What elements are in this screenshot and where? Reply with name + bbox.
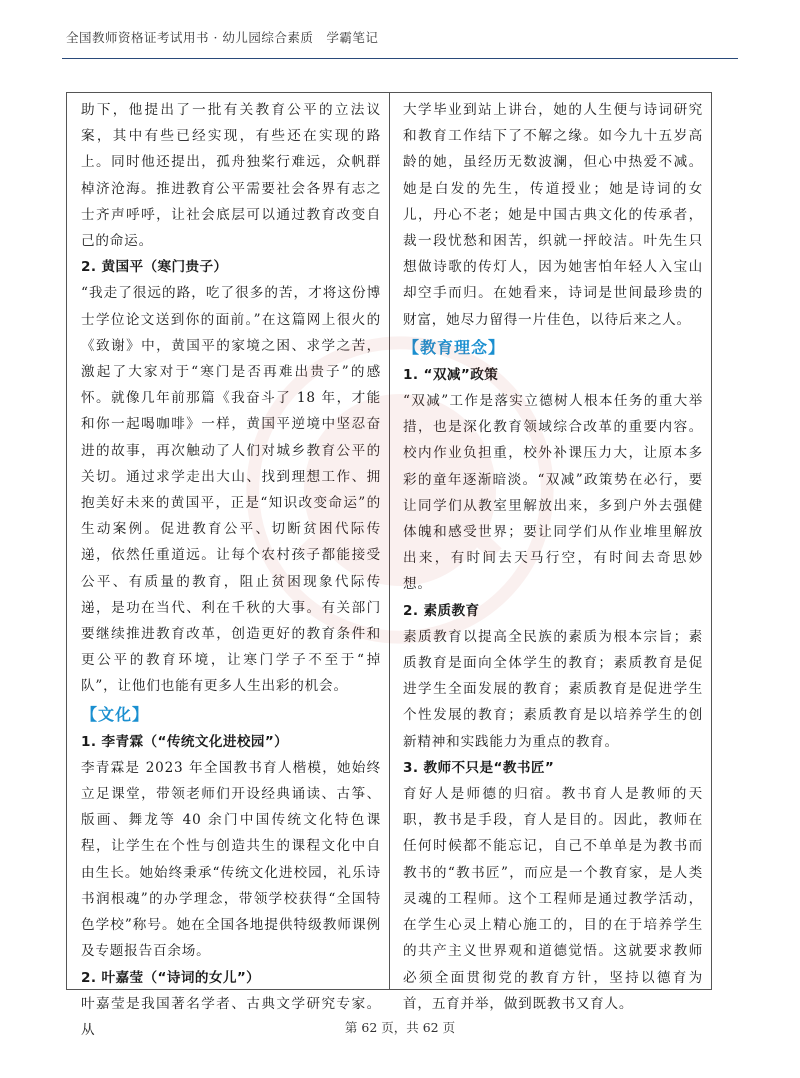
item-title-li-qinglin: 1. 李青霖（“传统文化进校园”） bbox=[81, 733, 289, 750]
item-title-quality-education: 2. 素质教育 bbox=[403, 602, 480, 619]
left-paragraph-4: 叶嘉莹是我国著名学者、古典文学研究专家。从 bbox=[81, 995, 381, 1038]
left-paragraph-3: 李青霖是 2023 年全国教书育人楷模，她始终立足课堂，带领老师们开设经典诵读、古筝、版画、舞龙等 40 余门中国传统文化特色课程，让学生在个性与创造共生的课程文化中自由生长。她始终秉承“传统文化进校园，礼乐诗书润根魂”的办学理念，带领学校获得“全国特色学校”称号。她在全国各地提供特级教师课例及专题报告百余场。 bbox=[81, 759, 381, 960]
item-title-huang-guoping: 2. 黄国平（寒门贵子） bbox=[81, 259, 228, 276]
running-header: 全国教师资格证考试用书 · 幼儿园综合素质 学霸笔记 bbox=[66, 30, 379, 45]
item-title-double-reduction: 1. “双减”政策 bbox=[403, 366, 499, 383]
item-title-ye-jiaying: 2. 叶嘉莹（“诗词的女儿”） bbox=[81, 969, 261, 986]
left-column bbox=[81, 97, 381, 1038]
right-paragraph-1: 大学毕业到站上讲台，她的人生便与诗词研究和教育工作结下了不解之缘。如今九十五岁高龄的她，虽经历无数波澜，但心中热爱不减。她是白发的先生，传道授业；她是诗词的女儿，丹心不老；她是中国古典文化的传承者，裁一段忧愁和困苦，织就一抨皎洁。叶先生只想做诗歌的传灯人，因为她害怕年轻人入宝山却空手而归。在她看来，诗词是世间最珍贵的财富，她尽力留得一片佳色，以待后来之人。 bbox=[403, 102, 703, 328]
left-paragraph-1: 助下，他提出了一批有关教育公平的立法议案，其中有些已经实现，有些还在实现的路上。同时他还提出，孤舟独桨行难远，众帆群棹济沧海。推进教育公平需要社会各界有志之士齐声呼呼，让社会底层可以通过教育改变自己的命运。 bbox=[81, 102, 381, 250]
column-divider bbox=[389, 93, 390, 989]
left-paragraph-2: “我走了很远的路，吃了很多的苦，才将这份博士学位论文送到你的面前。”在这篇网上很火的《致谢》中，黄国平的家境之困、求学之苦，激起了大家对于“寒门是否再难出贵子”的感怀。就像几年前那篇《我奋斗了 18 年，才能和你一起喝咖啡》一样，黄国平逆境中坚忍奋进的故事，再次触动了人们对城乡教育公平的关切。通过求学走出大山、找到理想工作、拥抱美好未来的黄国平，正是“知识改变命运”的生动案例。促进教育公平、切断贫困代际传递，依然任重道远。让每个农村孩子都能接受公平、有质量的教育，阻止贫困现象代际传递，是功在当代、利在千秋的大事。有关部门要继续推进教育改革，创造更好的教育条件和更公平的教育环境，让寒门学子不至于“掉队”，让他们也能有更多人生出彩的机会。 bbox=[81, 285, 381, 695]
right-paragraph-2: “双减”工作是落实立德树人根本任务的重大举措，也是深化教育领域综合改革的重要内容。校内作业负担重，校外补课压力大，让原本多彩的童年逐渐暗淡。“双减”政策势在必行，要让同学们从教室里解放出来，多到户外去强健体魄和感受世界；要让同学们从作业堆里解放出来，有时间去天马行空，有时间去奇思妙想。 bbox=[403, 393, 703, 593]
page-footer: 第 62 页，共 62 页 bbox=[344, 1020, 456, 1035]
section-heading-culture: 【文化】 bbox=[81, 704, 150, 724]
header-rule bbox=[62, 58, 738, 59]
right-paragraph-3: 素质教育以提高全民族的素质为根本宗旨；素质教育是面向全体学生的教育；素质教育是促进学生全面发展的教育；素质教育是促进学生个性发展的教育；素质教育是以培养学生的创新精神和实践能力为重点的教育。 bbox=[403, 628, 703, 750]
right-paragraph-4: 育好人是师德的归宿。教书育人是教师的天职，教书是手段，育人是目的。因此，教师在任何时候都不能忘记，自己不单单是为教书而教书的“教书匠”，而应是一个教育家，是人类灵魂的工程师。这个工程师是通过教学活动，在学生心灵上精心施工的，目的在于培养学生的共产主义世界观和道德觉悟。这就要求教师必须全面贯彻党的教育方针，坚持以德育为首，五育并举，做到既教书又育人。 bbox=[403, 786, 703, 1012]
item-title-not-just-teacher: 3. 教师不只是“教书匠” bbox=[403, 759, 555, 776]
section-heading-education-idea: 【教育理念】 bbox=[403, 337, 506, 357]
right-column bbox=[403, 97, 703, 1012]
